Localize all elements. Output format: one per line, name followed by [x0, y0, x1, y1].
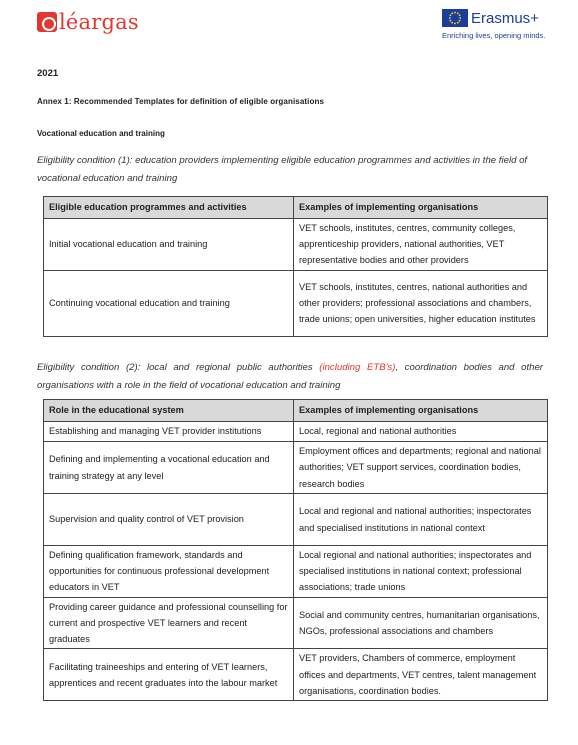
table-cell: VET providers, Chambers of commerce, employment offices and departments, VET centres, talent management organisations, coordination bodies.	[294, 649, 548, 701]
table-header-row	[44, 400, 548, 422]
erasmus-wordmark: Erasmus+	[471, 10, 539, 27]
table-cell: Supervision and quality control of VET provision	[44, 494, 294, 546]
table-cell: Defining and implementing a vocational education and training strategy at any level	[44, 442, 294, 494]
column-header: Eligible education programmes and activities	[44, 197, 294, 219]
table-cell: VET schools, institutes, centres, community colleges, apprenticeship providers, national authorities, VET representative bodies and other providers	[294, 219, 548, 271]
table-cell: Providing career guidance and professional counselling for current and prospective VET learners and recent graduates	[44, 597, 294, 649]
educational-roles-table	[43, 399, 548, 701]
erasmus-logo	[442, 9, 552, 43]
table-row	[44, 442, 548, 494]
table-cell: Employment offices and departments; regional and national authorities; VET support services, coordination bodies, research bodies	[294, 442, 548, 494]
eligibility-condition-2	[37, 359, 543, 395]
eligible-programmes-table	[43, 196, 548, 337]
table-row	[44, 270, 548, 336]
table-row	[44, 597, 548, 649]
column-header: Examples of implementing organisations	[294, 197, 548, 219]
eligibility-condition-1: Eligibility condition (1): education providers implementing eligible education programmes and activities in the field of vocational education and training	[37, 155, 528, 184]
table-header-row	[44, 197, 548, 219]
table-row	[44, 422, 548, 442]
table-row	[44, 494, 548, 546]
condition-text: Eligibility condition (2): local and regional public authorities	[37, 362, 320, 373]
condition-text: , coordination bodies and other organisations with a role in the field of vocational education and training	[37, 362, 543, 391]
table-cell: Initial vocational education and training	[44, 219, 294, 271]
table-row	[44, 219, 548, 271]
eu-flag-icon	[442, 9, 468, 27]
table-cell: Local, regional and national authorities	[294, 422, 548, 442]
table-cell: Continuing vocational education and training	[44, 270, 294, 336]
leargas-mark-icon	[37, 12, 57, 32]
table-cell: Social and community centres, humanitarian organisations, NGOs, professional associations and chambers	[294, 597, 548, 649]
table-cell: Local regional and national authorities; inspectorates and specialised institutions in national context; professional associations; trade unions	[294, 546, 548, 598]
page-header	[0, 6, 578, 46]
column-header: Role in the educational system	[44, 400, 294, 422]
table-cell: Establishing and managing VET provider institutions	[44, 422, 294, 442]
leargas-wordmark: léargas	[59, 10, 139, 34]
annex-title: Annex 1: Recommended Templates for definition of eligible organisations	[37, 97, 324, 106]
column-header: Examples of implementing organisations	[294, 400, 548, 422]
erasmus-tagline: Enriching lives, opening minds.	[442, 31, 546, 40]
leargas-logo	[37, 10, 139, 34]
section-title: Vocational education and training	[37, 129, 165, 138]
table-cell: Facilitating traineeships and entering of VET learners, apprentices and recent graduates into the labour market	[44, 649, 294, 701]
table-cell: Defining qualification framework, standards and opportunities for continuous professional development educators in VET	[44, 546, 294, 598]
table-cell: VET schools, institutes, centres, national authorities and other providers; professional associations and chambers, trade unions; open universities, higher education institutes	[294, 270, 548, 336]
table-cell: Local and regional and national authorities; inspectorates and specialised institutions in national context	[294, 494, 548, 546]
table-row	[44, 546, 548, 598]
document-year: 2021	[37, 68, 59, 79]
table-row	[44, 649, 548, 701]
condition-highlight: (including ETB's)	[319, 362, 396, 373]
